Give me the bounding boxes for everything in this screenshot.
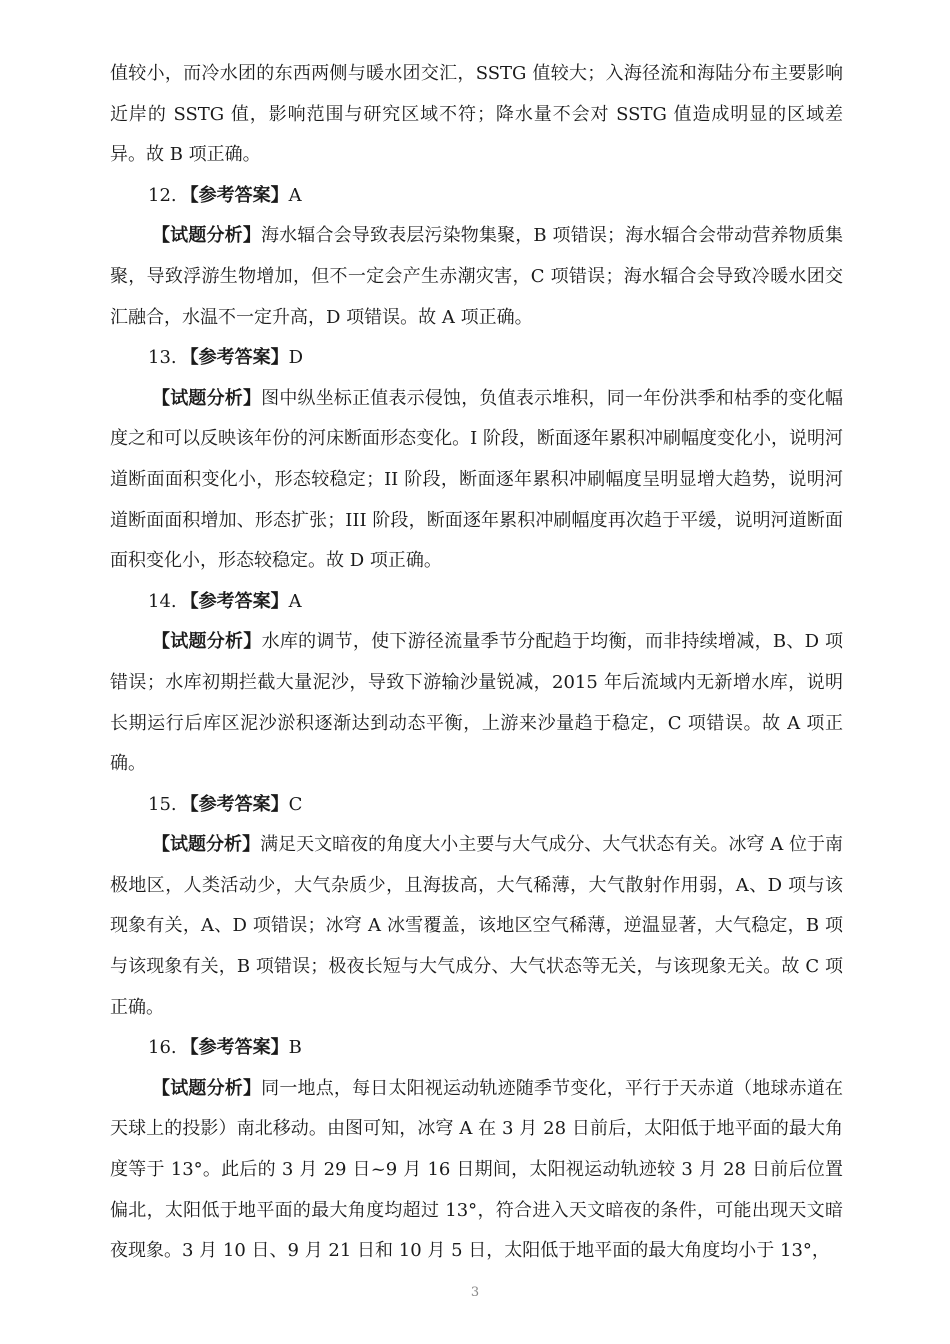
question-15-answer-label: 【参考答案】	[180, 793, 289, 815]
question-16-answer: B	[288, 1037, 302, 1059]
question-15-answer-line	[110, 785, 843, 826]
question-14-answer: A	[288, 590, 302, 612]
question-16-answer-line	[110, 1028, 843, 1069]
question-13-number: 13.	[148, 347, 177, 369]
question-16-number: 16.	[148, 1037, 177, 1059]
question-16-answer-label: 【参考答案】	[180, 1037, 289, 1059]
question-13-answer-label: 【参考答案】	[180, 347, 289, 369]
continuation-paragraph: 值较小，而冷水团的东西两侧与暖水团交汇，SSTG 值较大；入海径流和海陆分布主要影响近岸的 SSTG 值，影响范围与研究区域不符；降水量不会对 SSTG 值造成明显的区域差异。故 B 项正确。	[110, 63, 843, 166]
question-16-analysis-text: 同一地点，每日太阳视运动轨迹随季节变化，平行于天赤道（地球赤道在天球上的投影）南北移动。由图可知，冰穹 A 在 3 月 28 日前后，太阳低于地平面的最大角度等于 13°。此后的 3 月 29 日~9 月 16 日期间，太阳视运动轨迹较 3 月 28 日前后位置偏北，太阳低于地平面的最大角度均超过 13°，符合进入天文暗夜的条件，可能出现天文暗夜现象。3 月 10 日、9 月 21 日和 10 月 5 日，太阳低于地平面的最大角度均小于 13°，	[110, 1077, 844, 1262]
question-15-analysis-label: 【试题分析】	[152, 834, 261, 856]
question-13-answer-line	[110, 338, 843, 379]
question-14-answer-label: 【参考答案】	[180, 590, 289, 612]
question-13-answer: D	[288, 347, 304, 369]
question-12-analysis-label: 【试题分析】	[152, 225, 261, 247]
question-12-analysis	[110, 216, 843, 338]
question-12-analysis-text: 海水辐合会导致表层污染物集聚，B 项错误；海水辐合会带动营养物质集聚，导致浮游生物增加，但不一定会产生赤潮灾害，C 项错误；海水辐合会导致冷暖水团交汇融合，水温不一定升高，D 项错误。故 A 项正确。	[110, 225, 843, 328]
page-number: 3	[470, 1285, 480, 1300]
question-14-answer-line	[110, 582, 843, 623]
page-content	[110, 54, 843, 1272]
question-13-analysis-text: 图中纵坐标正值表示侵蚀，负值表示堆积，同一年份洪季和枯季的变化幅度之和可以反映该年份的河床断面形态变化。I 阶段，断面逐年累积冲刷幅度变化小，说明河道断面面积变化小，形态较稳定；II 阶段，断面逐年累积冲刷幅度呈明显增大趋势，说明河道断面面积增加、形态扩张；III 阶段，断面逐年累积冲刷幅度再次趋于平缓，说明河道断面面积变化小，形态较稳定。故 D 项正确。	[110, 387, 844, 572]
question-13-analysis-label: 【试题分析】	[152, 387, 262, 409]
question-12-number: 12.	[148, 184, 177, 206]
question-16-analysis	[110, 1069, 843, 1272]
question-16-analysis-label: 【试题分析】	[152, 1077, 262, 1099]
question-14-analysis-label: 【试题分析】	[152, 631, 262, 653]
question-12-answer: A	[288, 184, 302, 206]
question-12-answer-line	[110, 176, 843, 217]
question-15-analysis	[110, 825, 843, 1028]
question-14-analysis-text: 水库的调节，使下游径流量季节分配趋于均衡，而非持续增减，B、D 项错误；水库初期拦截大量泥沙，导致下游输沙量锐减，2015 年后流域内无新增水库，说明长期运行后库区泥沙淤积逐渐达到动态平衡，上游来沙量趋于稳定，C 项错误。故 A 项正确。	[110, 631, 843, 775]
question-13-analysis	[110, 379, 843, 582]
question-14-analysis	[110, 622, 843, 784]
question-12-answer-label: 【参考答案】	[180, 184, 289, 206]
question-15-answer: C	[288, 793, 303, 815]
question-14-number: 14.	[148, 590, 177, 612]
question-15-analysis-text: 满足天文暗夜的角度大小主要与大气成分、大气状态有关。冰穹 A 位于南极地区，人类活动少，大气杂质少，且海拔高，大气稀薄，大气散射作用弱，A、D 项与该现象有关，A、D 项错误；冰穹 A 冰雪覆盖，该地区空气稀薄，逆温显著，大气稳定，B 项与该现象有关，B 项错误；极夜长短与大气成分、大气状态等无关，与该现象无关。故 C 项正确。	[110, 834, 843, 1018]
question-15-number: 15.	[148, 793, 177, 815]
